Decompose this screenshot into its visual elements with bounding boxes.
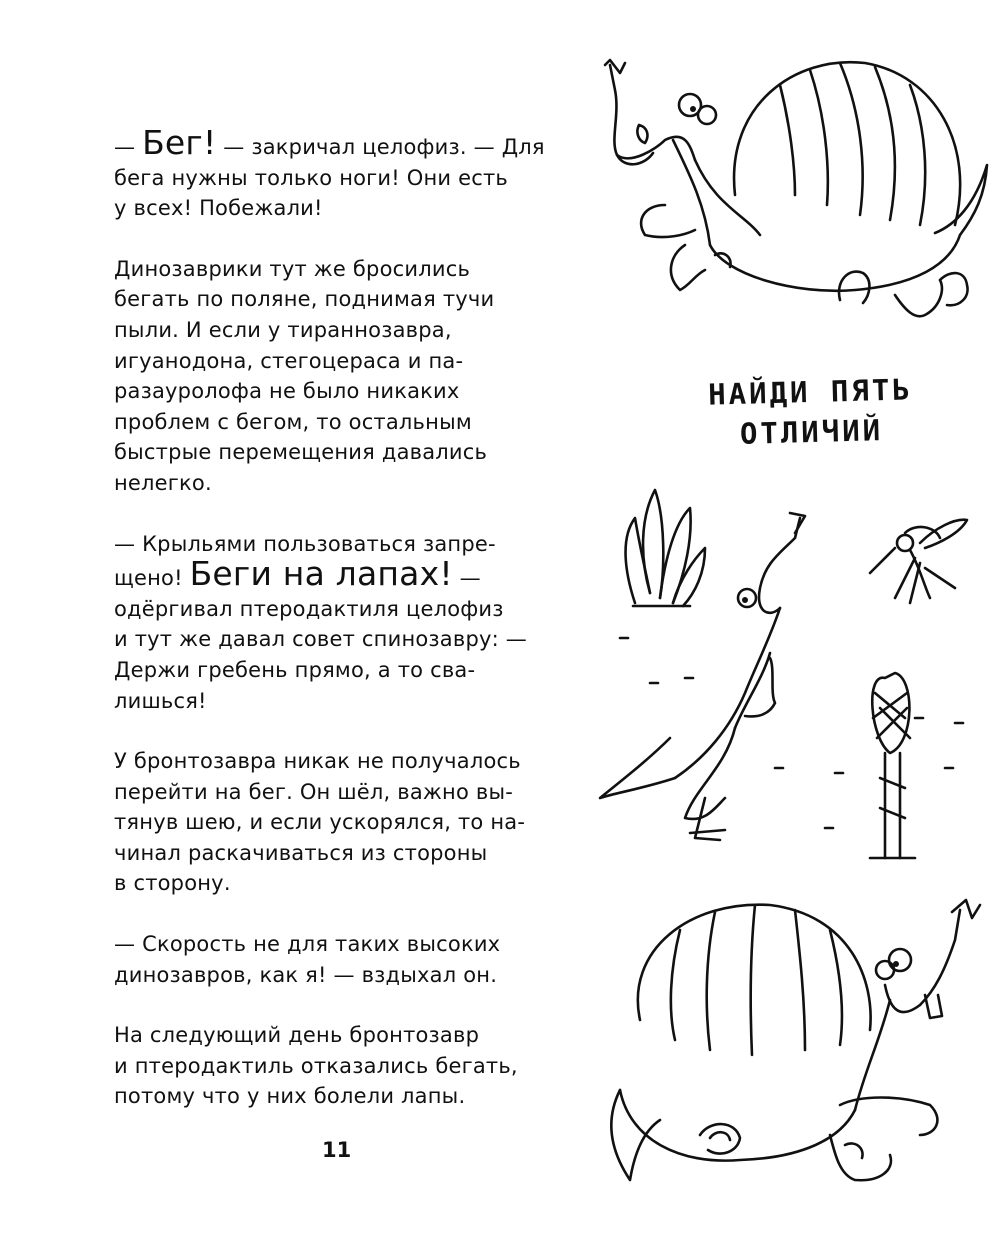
text-line: [114, 929, 554, 960]
text-line: [114, 868, 554, 899]
plant-drawing: [626, 518, 650, 603]
text-segment: бега нужны только ноги! Они есть: [114, 165, 509, 190]
text-segment: игуанодона, стегоцераса и па-: [114, 348, 464, 373]
text-segment: одёргивал птеродактиля целофиз: [114, 596, 504, 621]
text-segment: Держи гребень прямо, а то сва-: [114, 657, 476, 682]
text-line: [114, 807, 554, 838]
text-segment: у всех! Побежали!: [114, 196, 323, 221]
story-paragraph: [114, 529, 554, 717]
text-segment: и тут же давал совет спинозавру: —: [114, 627, 527, 652]
text-line: [114, 655, 554, 686]
text-line: [114, 437, 554, 468]
text-line: [114, 376, 554, 407]
text-segment: — закричал целофиз. — Для: [216, 135, 545, 159]
text-segment: У бронтозавра никак не получалось: [114, 749, 521, 774]
text-line: [114, 1020, 554, 1051]
spinosaurus-illustration-top: [595, 45, 990, 335]
text-line: [114, 554, 554, 594]
puzzle-heading: [675, 368, 947, 455]
story-paragraph: [114, 746, 554, 899]
text-segment: тянув шею, и если ускорялся, то на-: [114, 810, 526, 835]
story-paragraph: [114, 254, 554, 499]
text-segment: лишься!: [114, 688, 207, 713]
text-segment: динозавров, как я! — вздыхал он.: [114, 962, 498, 987]
text-segment: — Скорость не для таких высоких: [114, 932, 501, 957]
text-line: [114, 1051, 554, 1082]
text-segment: быстрые перемещения давались: [114, 440, 488, 465]
emphasized-text: Беги на лапах!: [189, 554, 453, 594]
story-paragraph: [114, 123, 554, 224]
text-line: [114, 123, 554, 163]
text-line: [114, 407, 554, 438]
text-line: [114, 193, 554, 224]
text-line: [114, 254, 554, 285]
text-line: [114, 686, 554, 717]
text-line: [114, 838, 554, 869]
emphasized-text: Бег!: [142, 123, 217, 162]
text-segment: в сторону.: [114, 871, 231, 896]
text-line: [114, 468, 554, 499]
text-segment: бегать по поляне, поднимая тучи: [114, 287, 495, 312]
text-segment: чинал раскачиваться из стороны: [114, 840, 488, 865]
text-segment: нелегко.: [114, 470, 212, 495]
text-segment: и птеродактиль отказались бегать,: [114, 1053, 518, 1078]
text-line: [114, 960, 554, 991]
page-number: 11: [322, 1138, 352, 1162]
text-segment: проблем с бегом, то остальным: [114, 409, 472, 434]
text-line: [114, 346, 554, 377]
story-paragraph: [114, 929, 554, 990]
text-line: [114, 777, 554, 808]
text-segment: потому что у них болели лапы.: [114, 1084, 466, 1109]
text-segment: щено!: [114, 566, 190, 591]
puzzle-heading-line-1: НАЙДИ ПЯТЬ: [707, 372, 914, 412]
text-segment: — Крыльями пользоваться запре-: [114, 531, 496, 556]
pterodactyl-scene-illustration: [595, 478, 990, 868]
text-segment: разауролофа не было никаких: [114, 379, 460, 404]
text-line: [114, 594, 554, 625]
spinosaurus-illustration-bottom: [600, 890, 990, 1190]
story-text: [114, 123, 554, 1142]
text-segment: перейти на бег. Он шёл, важно вы-: [114, 779, 514, 804]
text-line: [114, 746, 554, 777]
text-segment: Динозаврики тут же бросились: [114, 256, 471, 281]
text-line: [114, 315, 554, 346]
text-line: [114, 284, 554, 315]
text-line: [114, 1081, 554, 1112]
text-segment: —: [452, 566, 481, 591]
story-paragraph: [114, 1020, 554, 1112]
text-line: [114, 163, 554, 194]
puzzle-heading-line-2: ОТЛИЧИЙ: [739, 413, 884, 451]
text-segment: пыли. И если у тираннозавра,: [114, 317, 452, 342]
text-segment: На следующий день бронтозавр: [114, 1023, 480, 1048]
text-segment: —: [114, 135, 143, 159]
text-line: [114, 624, 554, 655]
